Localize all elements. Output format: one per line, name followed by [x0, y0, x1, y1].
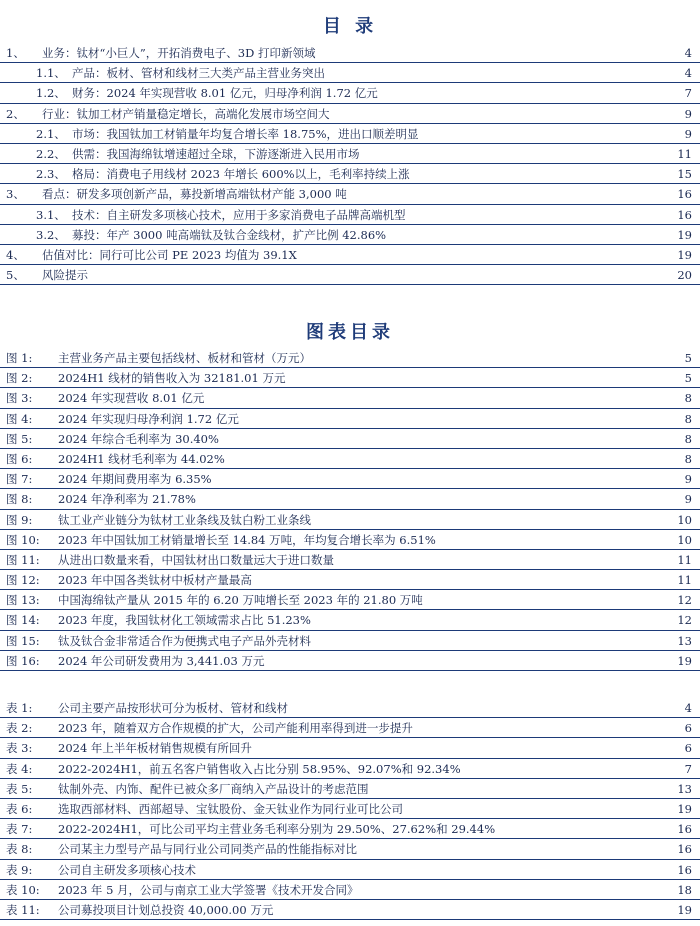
- table-entry-text: 钛制外壳、内饰、配件已被众多厂商纳入产品设计的考虑范围: [58, 781, 369, 796]
- toc-entry[interactable]: [0, 43, 700, 63]
- table-entry-page: 19: [677, 902, 692, 917]
- figure-entry-text: 2023 年度，我国钛材化工领域需求占比 51.23%: [58, 613, 311, 628]
- toc-entry[interactable]: [0, 205, 700, 225]
- table-entry-text: 2022-2024H1，前五名客户销售收入占比分别 58.95%、92.07%和 92.34%: [58, 761, 461, 776]
- figure-entry-page: 19: [677, 653, 692, 668]
- figure-entry-number: 图 8:: [6, 492, 33, 507]
- table-entry-number: 表 6:: [6, 801, 33, 816]
- table-entry-text: 公司自主研发多项核心技术: [58, 862, 196, 877]
- table-entry-page: 19: [677, 801, 692, 816]
- toc-entry-number: 3.2、: [36, 227, 66, 242]
- toc-entry[interactable]: [0, 245, 700, 265]
- figure-entry-number: 图 10:: [6, 532, 40, 547]
- table-entry[interactable]: [0, 779, 700, 799]
- table-entry-text: 2022-2024H1，可比公司平均主营业务毛利率分别为 29.50%、27.62%和 29.44%: [58, 822, 496, 837]
- figure-entry-text: 2024 年实现营收 8.01 亿元: [58, 391, 205, 406]
- toc-entry-number: 2、: [6, 106, 25, 121]
- figure-entry[interactable]: [0, 469, 700, 489]
- figure-entry-page: 8: [684, 411, 692, 426]
- figure-entry[interactable]: [0, 590, 700, 610]
- figure-entry[interactable]: [0, 631, 700, 651]
- figure-entry-text: 钛及钛合金非常适合作为便携式电子产品外壳材料: [58, 633, 311, 648]
- toc-entry-text: 技术：自主研发多项核心技术，应用于多家消费电子品牌高端机型: [72, 207, 406, 222]
- toc-entry-number: 5、: [6, 268, 25, 283]
- toc-entry[interactable]: [0, 144, 700, 164]
- table-entry-text: 公司主要产品按形状可分为板材、管材和线材: [58, 701, 288, 715]
- figure-entry-text: 中国海绵钛产量从 2015 年的 6.20 万吨增长至 2023 年的 21.80 万吨: [58, 593, 423, 608]
- toc-entry-text: 行业：钛加工材产销量稳定增长，高端化发展市场空间大: [42, 106, 330, 121]
- figure-entry-page: 13: [677, 633, 692, 648]
- table-entry[interactable]: [0, 900, 700, 920]
- table-entry-number: 表 10:: [6, 882, 40, 897]
- figure-entry-text: 2023 年中国各类钛材中板材产量最高: [58, 573, 252, 588]
- figure-entry-text: 2023 年中国钛加工材销量增长至 14.84 万吨，年均复合增长率为 6.51%: [58, 532, 436, 547]
- figure-entry[interactable]: [0, 610, 700, 630]
- toc-entry-number: 3.1、: [36, 207, 66, 222]
- figure-entry-page: 9: [684, 472, 692, 487]
- figure-entry-text: 2024 年实现归母净利润 1.72 亿元: [58, 411, 239, 426]
- table-entry-number: 表 5:: [6, 781, 33, 796]
- figure-entry[interactable]: [0, 550, 700, 570]
- figure-entry-number: 图 1:: [6, 351, 33, 365]
- figure-list-title: 图表目录: [306, 322, 394, 343]
- table-entry-page: 6: [684, 721, 692, 736]
- table-entry-text: 公司某主力型号产品与同行业公司同类产品的性能指标对比: [58, 842, 357, 857]
- toc-entry-page: 19: [677, 247, 692, 262]
- figure-entry-page: 8: [684, 451, 692, 466]
- toc-entry[interactable]: [0, 184, 700, 204]
- table-entry-page: 16: [677, 842, 692, 857]
- figure-entry-text: 钛工业产业链分为钛材工业条线及钛白粉工业条线: [58, 512, 311, 527]
- figure-entry-number: 图 5:: [6, 431, 33, 446]
- toc-entry-text: 产品：板材、管材和线材三大类产品主营业务突出: [72, 66, 325, 81]
- table-entry-page: 18: [677, 882, 692, 897]
- toc-entry-number: 2.1、: [36, 126, 66, 141]
- figure-entry-page: 5: [684, 371, 692, 386]
- table-entry[interactable]: [0, 738, 700, 758]
- figure-entry[interactable]: [0, 449, 700, 469]
- toc-entry-page: 16: [677, 207, 692, 222]
- toc-entry-page: 4: [684, 66, 692, 81]
- table-entry-text: 2023 年 5 月，公司与南京工业大学签署《技术开发合同》: [58, 882, 359, 897]
- toc-entry-number: 1.1、: [36, 66, 66, 81]
- figure-entry-text: 主营业务产品主要包括线材、板材和管材（万元）: [58, 351, 311, 365]
- figure-entry-number: 图 3:: [6, 391, 33, 406]
- figure-entry[interactable]: [0, 489, 700, 509]
- toc-entry-text: 格局：消费电子用线材 2023 年增长 600%以上，毛利率持续上涨: [72, 167, 410, 182]
- toc-entry-number: 2.3、: [36, 167, 66, 182]
- toc-entry-number: 2.2、: [36, 146, 66, 161]
- figure-entry-number: 图 11:: [6, 552, 40, 567]
- table-entry-number: 表 4:: [6, 761, 33, 776]
- figure-entry-number: 图 16:: [6, 653, 40, 668]
- figure-entry-number: 图 6:: [6, 451, 33, 466]
- figure-entry-page: 10: [677, 512, 692, 527]
- figure-entry-number: 图 9:: [6, 512, 33, 527]
- toc-entry-page: 20: [677, 268, 692, 283]
- figure-entry-number: 图 13:: [6, 593, 40, 608]
- figure-entry-page: 10: [677, 532, 692, 547]
- figure-entry-page: 12: [677, 613, 692, 628]
- toc-entry-page: 9: [684, 106, 692, 121]
- figure-entry[interactable]: [0, 510, 700, 530]
- toc-entry-page: 11: [677, 146, 692, 161]
- toc-entry-text: 估值对比：同行可比公司 PE 2023 均值为 39.1X: [42, 247, 297, 262]
- table-entry-page: 7: [684, 761, 692, 776]
- toc-entry-page: 4: [684, 46, 692, 60]
- figure-entry-number: 图 2:: [6, 371, 33, 386]
- toc-entry-number: 1.2、: [36, 86, 66, 101]
- toc-entry[interactable]: [0, 83, 700, 103]
- table-entry[interactable]: [0, 839, 700, 859]
- table-entry[interactable]: [0, 799, 700, 819]
- toc-entry-text: 市场：我国钛加工材销量年均复合增长率 18.75%，进出口顺差明显: [72, 126, 419, 141]
- toc-entry-number: 3、: [6, 187, 25, 202]
- figure-entry[interactable]: [0, 530, 700, 550]
- toc-entry-text: 风险提示: [42, 268, 88, 283]
- figure-entry-page: 11: [677, 552, 692, 567]
- figure-entry-text: 2024 年期间费用率为 6.35%: [58, 472, 212, 487]
- toc-entry-number: 4、: [6, 247, 25, 262]
- figure-entry[interactable]: [0, 368, 700, 388]
- toc-entry-page: 7: [684, 86, 692, 101]
- table-entry[interactable]: [0, 698, 700, 718]
- toc-entry-number: 1、: [6, 46, 25, 60]
- figure-entry-number: 图 15:: [6, 633, 40, 648]
- table-entry-number: 表 9:: [6, 862, 33, 877]
- table-entry-page: 4: [684, 701, 692, 715]
- table-entry-number: 表 3:: [6, 741, 33, 756]
- figure-entry-page: 8: [684, 431, 692, 446]
- table-entry-text: 2024 年上半年板材销售规模有所回升: [58, 741, 252, 756]
- toc-entry-text: 供需：我国海绵钛增速超过全球，下游逐渐进入民用市场: [72, 146, 360, 161]
- table-entry[interactable]: [0, 718, 700, 738]
- table-entry-number: 表 7:: [6, 822, 33, 837]
- toc-list: [0, 43, 700, 285]
- table-entry-page: 16: [677, 862, 692, 877]
- toc-entry-text: 看点：研发多项创新产品，募投新增高端钛材产能 3,000 吨: [42, 187, 347, 202]
- table-entry-number: 表 11:: [6, 902, 40, 917]
- toc-entry[interactable]: [0, 225, 700, 245]
- table-entry-page: 16: [677, 822, 692, 837]
- figure-entry-page: 9: [684, 492, 692, 507]
- table-entry-number: 表 2:: [6, 721, 33, 736]
- figure-entry-page: 5: [684, 351, 692, 365]
- toc-entry-page: 19: [677, 227, 692, 242]
- table-entry-number: 表 8:: [6, 842, 33, 857]
- toc-entry-text: 募投：年产 3000 吨高端钛及钛合金线材，扩产比例 42.86%: [72, 227, 387, 242]
- figure-entry-text: 从进出口数量来看，中国钛材出口数量远大于进口数量: [58, 552, 334, 567]
- toc-entry-text: 业务：钛材“小巨人”，开拓消费电子、3D 打印新领域: [42, 46, 316, 60]
- toc-entry[interactable]: [0, 124, 700, 144]
- figure-entry[interactable]: [0, 570, 700, 590]
- table-entry[interactable]: [0, 860, 700, 880]
- figure-entry-number: 图 4:: [6, 411, 33, 426]
- figure-entry[interactable]: [0, 409, 700, 429]
- figure-entry-text: 2024H1 线材毛利率为 44.02%: [58, 451, 225, 466]
- toc-title: 目 录: [322, 16, 378, 37]
- table-entry[interactable]: [0, 819, 700, 839]
- toc-entry-text: 财务：2024 年实现营收 8.01 亿元，归母净利润 1.72 亿元: [72, 86, 378, 101]
- figure-entry-text: 2024 年公司研发费用为 3,441.03 万元: [58, 653, 265, 668]
- table-entry-text: 公司募投项目计划总投资 40,000.00 万元: [58, 902, 274, 917]
- figure-entry-number: 图 14:: [6, 613, 40, 628]
- toc-entry-page: 16: [677, 187, 692, 202]
- figure-entry-number: 图 7:: [6, 472, 33, 487]
- figure-entry[interactable]: [0, 388, 700, 408]
- figure-entry[interactable]: [0, 348, 700, 368]
- figure-entry[interactable]: [0, 429, 700, 449]
- figure-entry-text: 2024H1 线材的销售收入为 32181.01 万元: [58, 371, 286, 386]
- figure-entry-text: 2024 年净利率为 21.78%: [58, 492, 196, 507]
- figure-entry-page: 11: [677, 573, 692, 588]
- table-entry-number: 表 1:: [6, 701, 33, 715]
- toc-entry[interactable]: [0, 104, 700, 124]
- table-entry-page: 6: [684, 741, 692, 756]
- table-entry-text: 选取西部材料、西部超导、宝钛股份、金天钛业作为同行业可比公司: [58, 801, 403, 816]
- figure-entry-number: 图 12:: [6, 573, 40, 588]
- figure-entry-text: 2024 年综合毛利率为 30.40%: [58, 431, 219, 446]
- toc-entry[interactable]: [0, 63, 700, 83]
- figure-entry-page: 8: [684, 391, 692, 406]
- figure-list: [0, 348, 700, 671]
- table-entry[interactable]: [0, 759, 700, 779]
- toc-entry-page: 9: [684, 126, 692, 141]
- toc-entry[interactable]: [0, 265, 700, 285]
- toc-entry-page: 15: [677, 167, 692, 182]
- table-entry-text: 2023 年，随着双方合作规模的扩大，公司产能利用率得到进一步提升: [58, 721, 413, 736]
- toc-entry[interactable]: [0, 164, 700, 184]
- table-list: [0, 698, 700, 920]
- figure-entry[interactable]: [0, 651, 700, 671]
- figure-entry-page: 12: [677, 593, 692, 608]
- table-entry-page: 13: [677, 781, 692, 796]
- table-entry[interactable]: [0, 880, 700, 900]
